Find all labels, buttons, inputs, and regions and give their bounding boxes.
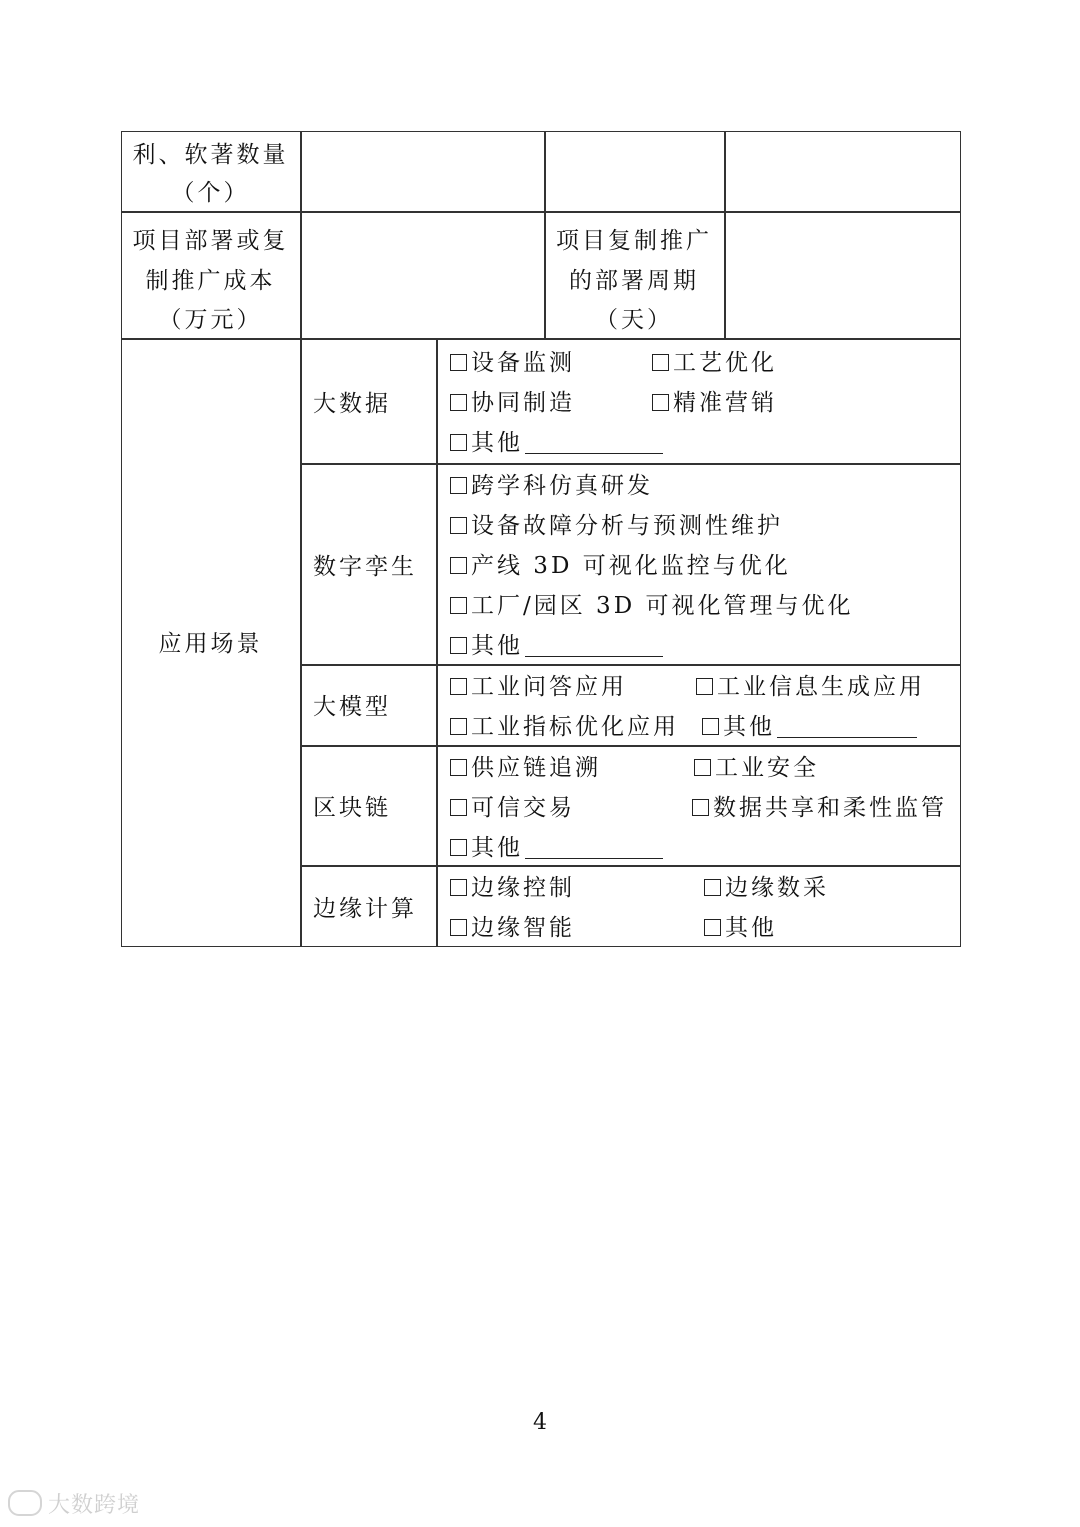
- cost-label-line1: 项目部署或复: [132, 228, 289, 254]
- checkbox-icon[interactable]: [704, 919, 721, 936]
- checkbox-icon[interactable]: [450, 354, 467, 371]
- cost-label-line2: 制推广成本: [145, 268, 276, 294]
- option-checkbox-other[interactable]: 其他: [450, 635, 663, 658]
- category-big-data: 大数据: [313, 391, 391, 417]
- option-checkbox-other[interactable]: 其他: [450, 837, 663, 860]
- category-blockchain: 区块链: [313, 795, 391, 821]
- checkbox-icon[interactable]: [450, 919, 467, 936]
- patents-label-line2: （个）: [171, 180, 250, 206]
- checkbox-icon[interactable]: [450, 839, 467, 856]
- checkbox-icon[interactable]: [696, 678, 713, 695]
- option-checkbox[interactable]: 工厂/园区 3D 可视化管理与优化: [450, 595, 853, 618]
- category-digital-twin: 数字孪生: [313, 554, 417, 580]
- option-checkbox-other[interactable]: 其他: [702, 716, 917, 739]
- category-edge-computing: 边缘计算: [313, 896, 417, 922]
- checkbox-icon[interactable]: [450, 799, 467, 816]
- checkbox-icon[interactable]: [450, 477, 467, 494]
- patents-input-cell[interactable]: [546, 133, 723, 210]
- checkbox-icon[interactable]: [450, 394, 467, 411]
- checkbox-icon[interactable]: [450, 637, 467, 654]
- option-checkbox[interactable]: 边缘数采: [704, 877, 829, 900]
- option-checkbox[interactable]: 工业信息生成应用: [696, 676, 925, 699]
- other-text-blank[interactable]: [525, 433, 663, 454]
- checkbox-icon[interactable]: [652, 354, 669, 371]
- row-divider: [300, 745, 961, 747]
- option-checkbox[interactable]: 设备故障分析与预测性维护: [450, 515, 783, 538]
- option-checkbox[interactable]: 边缘智能: [450, 917, 575, 940]
- row-divider: [121, 338, 961, 340]
- patents-label-line1: 利、软著数量: [132, 142, 289, 168]
- option-checkbox-other[interactable]: 其他: [450, 432, 663, 455]
- option-checkbox[interactable]: 边缘控制: [450, 877, 575, 900]
- checkbox-icon[interactable]: [692, 799, 709, 816]
- other-text-blank[interactable]: [777, 717, 917, 738]
- cycle-label-line1: 项目复制推广: [556, 228, 712, 254]
- option-checkbox[interactable]: 精准营销: [652, 392, 777, 415]
- option-checkbox[interactable]: 设备监测: [450, 352, 575, 375]
- option-checkbox[interactable]: 供应链追溯: [450, 757, 601, 780]
- col-divider: [436, 338, 438, 947]
- patents-input-cell[interactable]: [302, 133, 543, 210]
- option-checkbox[interactable]: 工业指标优化应用: [450, 716, 679, 739]
- checkbox-icon[interactable]: [450, 434, 467, 451]
- scenario-label: 应用场景: [158, 631, 263, 657]
- option-checkbox[interactable]: 跨学科仿真研发: [450, 475, 653, 498]
- cycle-label-line2: 的部署周期: [569, 268, 699, 294]
- cost-input-cell[interactable]: [302, 213, 543, 337]
- checkbox-icon[interactable]: [450, 517, 467, 534]
- checkbox-icon[interactable]: [450, 759, 467, 776]
- row-divider: [300, 664, 961, 666]
- checkbox-icon[interactable]: [450, 879, 467, 896]
- page-number: 4: [533, 1410, 547, 1435]
- option-checkbox[interactable]: 可信交易: [450, 797, 575, 820]
- option-checkbox[interactable]: 数据共享和柔性监管: [692, 797, 947, 820]
- checkbox-icon[interactable]: [450, 597, 467, 614]
- checkbox-icon[interactable]: [694, 759, 711, 776]
- option-checkbox[interactable]: 工业问答应用: [450, 676, 627, 699]
- checkbox-icon[interactable]: [450, 678, 467, 695]
- checkbox-icon[interactable]: [450, 557, 467, 574]
- watermark-logo-icon: [8, 1490, 42, 1516]
- option-checkbox[interactable]: 产线 3D 可视化监控与优化: [450, 555, 791, 578]
- checkbox-icon[interactable]: [702, 718, 719, 735]
- cost-label-line3: （万元）: [158, 307, 263, 333]
- checkbox-icon[interactable]: [450, 718, 467, 735]
- row-divider: [300, 463, 961, 465]
- checkbox-icon[interactable]: [704, 879, 721, 896]
- option-checkbox[interactable]: 协同制造: [450, 392, 575, 415]
- option-checkbox[interactable]: 工业安全: [694, 757, 819, 780]
- checkbox-icon[interactable]: [652, 394, 669, 411]
- category-large-model: 大模型: [313, 694, 391, 720]
- cycle-label-line3: （天）: [595, 307, 673, 333]
- row-divider: [300, 865, 961, 867]
- patents-input-cell[interactable]: [726, 133, 959, 210]
- other-text-blank[interactable]: [525, 838, 663, 859]
- option-checkbox[interactable]: 工艺优化: [652, 352, 777, 375]
- other-text-blank[interactable]: [525, 636, 663, 657]
- option-checkbox[interactable]: 其他: [704, 917, 777, 940]
- watermark: 大数跨境: [8, 1488, 140, 1519]
- cycle-input-cell[interactable]: [726, 213, 959, 337]
